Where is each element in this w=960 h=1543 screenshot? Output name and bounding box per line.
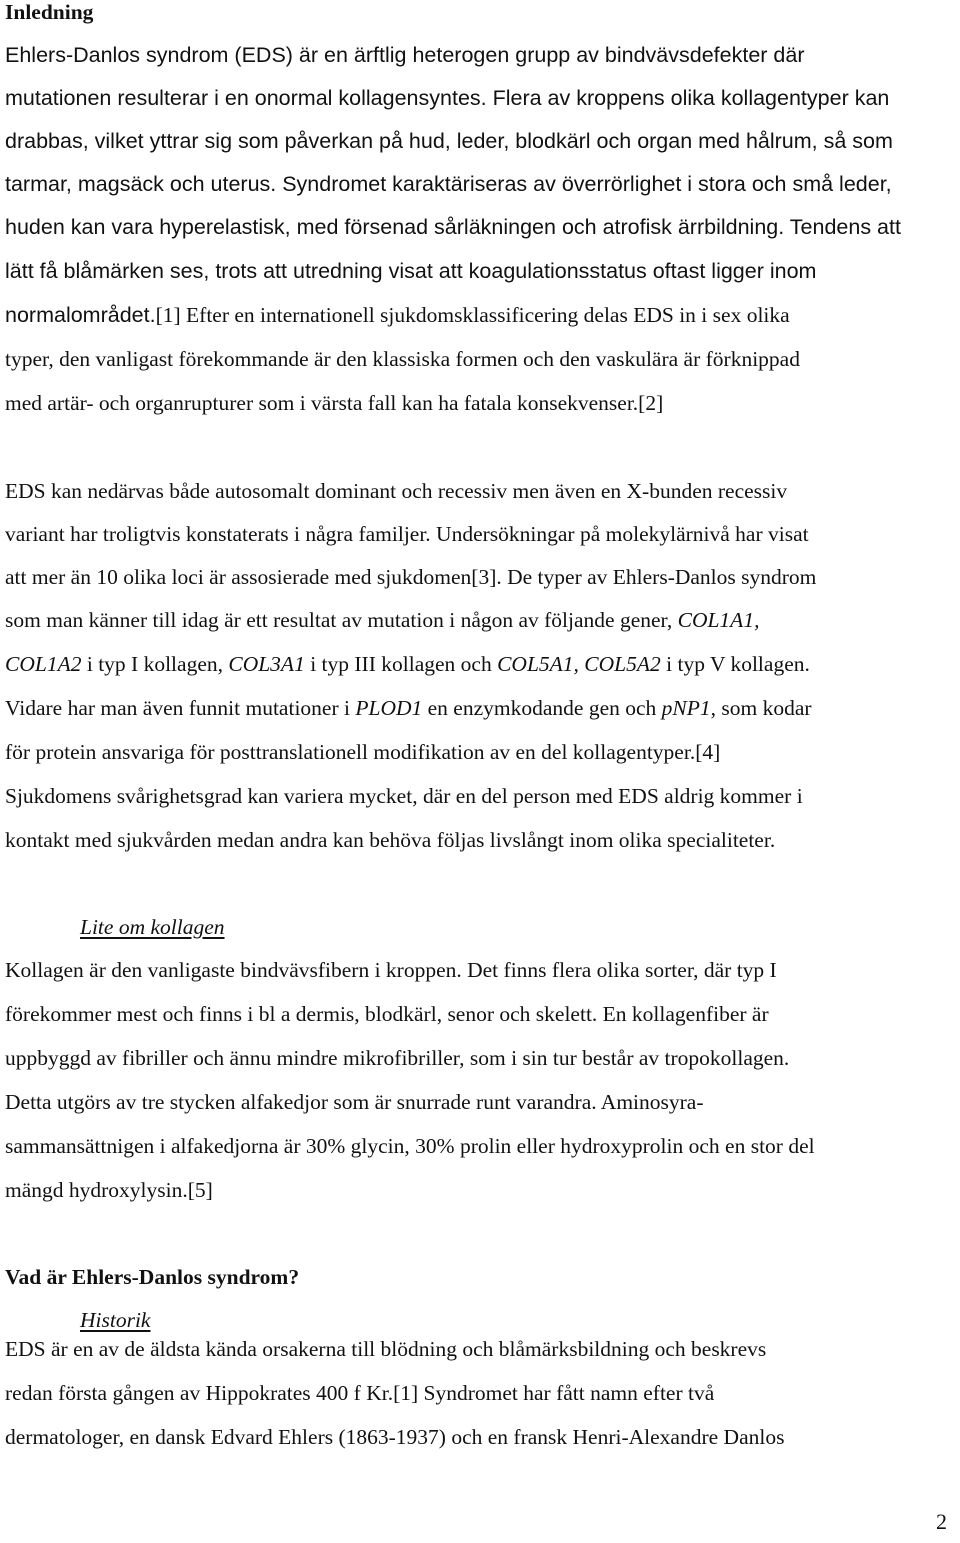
heading-lite-om-kollagen: Lite om kollagen [80, 915, 225, 939]
paragraph-line [5, 650, 810, 678]
paragraph-line: för protein ansvariga för posttranslationell modifikation av en del kollagentyper.[4] [5, 740, 721, 764]
paragraph-line [5, 694, 812, 722]
gene-name: COL1A2 [5, 652, 82, 676]
gene-name: pNP1 [661, 696, 711, 720]
paragraph-line: Sjukdomens svårighetsgrad kan variera mycket, där en del person med EDS aldrig kommer i [5, 784, 803, 808]
paragraph-line: tarmar, magsäck och uterus. Syndromet karaktäriseras av överrörlighet i stora och små leder, [5, 172, 892, 196]
text-span: i typ III kollagen och [304, 652, 498, 676]
paragraph-line: drabbas, vilket yttrar sig som påverkan på hud, leder, blodkärl och organ med hålrum, så som [5, 129, 893, 153]
paragraph-line: att mer än 10 olika loci är assosierade med sjukdomen[3]. De typer av Ehlers-Danlos syndrom [5, 565, 817, 589]
paragraph-line: mutationen resulterar i en onormal kollagensyntes. Flera av kroppens olika kollagentyper kan [5, 86, 890, 110]
paragraph-line: sammansättnigen i alfakedjorna är 30% glycin, 30% prolin eller hydroxyprolin och en stor del [5, 1134, 815, 1158]
paragraph-line: Kollagen är den vanligaste bindvävsfibern i kroppen. Det finns flera olika sorter, där typ I [5, 958, 777, 982]
gene-name: COL3A1 [228, 652, 305, 676]
heading-historik: Historik [80, 1308, 151, 1332]
paragraph-line: lätt få blåmärken ses, trots att utredning visat att koagulationsstatus oftast ligger inom [5, 259, 817, 283]
heading-vad-ar-eds: Vad är Ehlers-Danlos syndrom? [5, 1265, 300, 1289]
paragraph-line: dermatologer, en dansk Edvard Ehlers (1863-1937) och en fransk Henri-Alexandre Danlos [5, 1425, 785, 1449]
paragraph-line: variant har troligtvis konstaterats i några familjer. Undersökningar på molekylärnivå har visat [5, 522, 809, 546]
paragraph-line: förekommer mest och finns i bl a dermis, blodkärl, senor och skelett. En kollagenfiber är [5, 1002, 769, 1026]
text-span: i typ V kollagen. [660, 652, 810, 676]
text-span: normalområdet. [5, 303, 156, 327]
paragraph-line: kontakt med sjukvården medan andra kan behöva följas livslångt inom olika specialiteter. [5, 828, 776, 852]
paragraph-line: mängd hydroxylysin.[5] [5, 1178, 213, 1202]
heading-inledning: Inledning [5, 0, 94, 24]
paragraph-line: Detta utgörs av tre stycken alfakedjor som är snurrade runt varandra. Aminosyra- [5, 1090, 704, 1114]
page-number: 2 [936, 1509, 947, 1534]
paragraph-line [5, 606, 759, 634]
text-span: som man känner till idag är ett resultat av mutation i någon av följande gener, [5, 608, 678, 632]
text-span: , som kodar [710, 696, 812, 720]
paragraph-line: Ehlers-Danlos syndrom (EDS) är en ärftlig heterogen grupp av bindvävsdefekter där [5, 43, 805, 67]
gene-name: COL1A1, [677, 608, 760, 632]
text-span: i typ I kollagen, [81, 652, 229, 676]
paragraph-line: typer, den vanligast förekommande är den klassiska formen och den vaskulära är förknippad [5, 347, 800, 371]
gene-name: PLOD1 [355, 696, 423, 720]
paragraph-line: redan första gången av Hippokrates 400 f Kr.[1] Syndromet har fått namn efter två [5, 1381, 715, 1405]
paragraph-line: huden kan vara hyperelastisk, med försenad sårläkningen och atrofisk ärrbildning. Tendens att [5, 215, 901, 239]
paragraph-line: EDS är en av de äldsta kända orsakerna till blödning och blåmärksbildning och beskrevs [5, 1337, 767, 1361]
text-span: [1] Efter en internationell sjukdomsklassificering delas EDS in i sex olika [155, 303, 790, 327]
paragraph-line [5, 301, 790, 329]
text-span: Vidare har man även funnit mutationer i [5, 696, 356, 720]
paragraph-line: med artär- och organrupturer som i värsta fall kan ha fatala konsekvenser.[2] [5, 391, 664, 415]
paragraph-line: uppbyggd av fibriller och ännu mindre mikrofibriller, som i sin tur består av tropokollagen. [5, 1046, 790, 1070]
paragraph-line: EDS kan nedärvas både autosomalt dominant och recessiv men även en X-bunden recessiv [5, 479, 788, 503]
gene-name: COL5A1, COL5A2 [497, 652, 661, 676]
text-span: en enzymkodande gen och [422, 696, 662, 720]
